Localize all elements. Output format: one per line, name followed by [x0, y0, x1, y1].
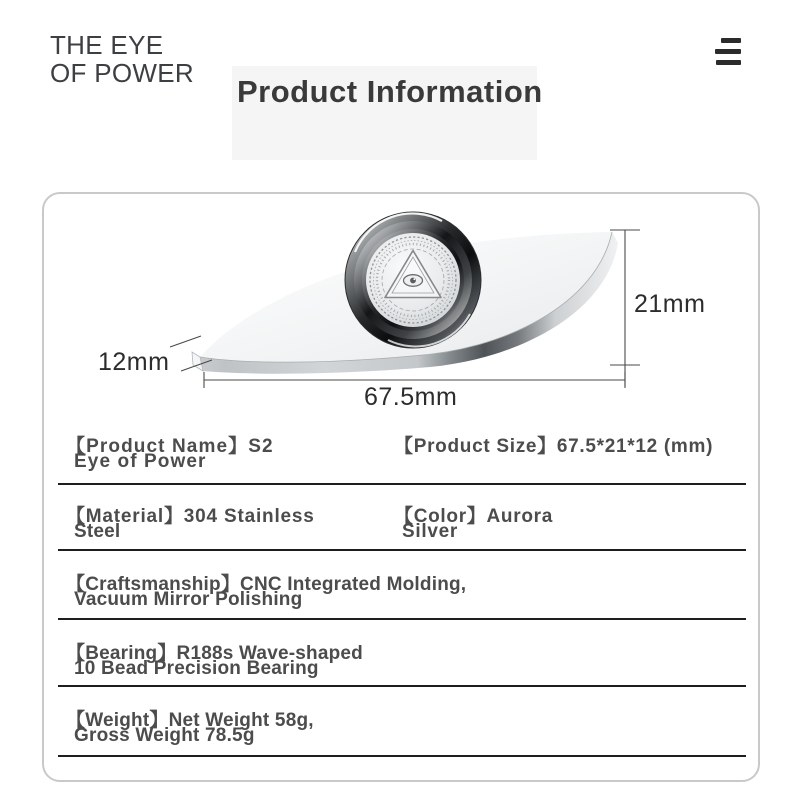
spec-line: 【Product Size】67.5*21*12 (mm) — [394, 436, 714, 457]
product-card — [42, 192, 760, 782]
brand-logo — [50, 31, 194, 87]
divider — [58, 618, 746, 620]
divider — [58, 549, 746, 551]
spec-line: Gross Weight 78.5g — [74, 725, 255, 746]
divider — [58, 685, 746, 687]
dimension-thickness-label: 12mm — [98, 348, 170, 376]
spec-line: Vacuum Mirror Polishing — [74, 589, 303, 610]
spec-row-weight — [44, 710, 758, 773]
spec-line: 【Color】Aurora — [394, 506, 553, 527]
dimension-length-label: 67.5mm — [364, 383, 458, 411]
spec-line: Steel — [74, 521, 121, 542]
spec-row-name-size — [44, 436, 758, 499]
spec-cell-product-name — [66, 436, 274, 472]
spec-cell-color — [394, 506, 553, 542]
spec-cell-craftsmanship — [66, 574, 467, 610]
spec-line: 【Material】304 Stainless — [66, 506, 315, 527]
spec-row-craftsmanship — [44, 574, 758, 637]
spec-row-material-color — [44, 506, 758, 569]
spec-cell-product-size — [394, 436, 714, 457]
spec-line: 【Weight】Net Weight 58g, — [66, 710, 314, 731]
spec-line: Silver — [402, 521, 458, 542]
product-figure — [44, 194, 758, 444]
brand-line-2: OF POWER — [50, 58, 194, 88]
spec-line: 10 Bead Precision Bearing — [74, 658, 319, 679]
spec-line: 【Product Name】S2 — [66, 436, 274, 457]
spec-cell-bearing — [66, 643, 363, 679]
divider — [58, 483, 746, 485]
page-title: Product Information — [237, 74, 543, 109]
spec-line: 【Bearing】R188s Wave-shaped — [66, 643, 363, 664]
menu-button[interactable] — [715, 38, 741, 65]
spec-line: 【Craftsmanship】CNC Integrated Molding, — [66, 574, 467, 595]
spec-line: Eye of Power — [74, 451, 207, 472]
spec-cell-weight — [66, 710, 314, 746]
dimension-height-label: 21mm — [634, 290, 706, 318]
spec-cell-material — [66, 506, 315, 542]
brand-line-1: THE EYE — [50, 30, 164, 60]
spec-row-bearing — [44, 643, 758, 706]
divider — [58, 755, 746, 757]
